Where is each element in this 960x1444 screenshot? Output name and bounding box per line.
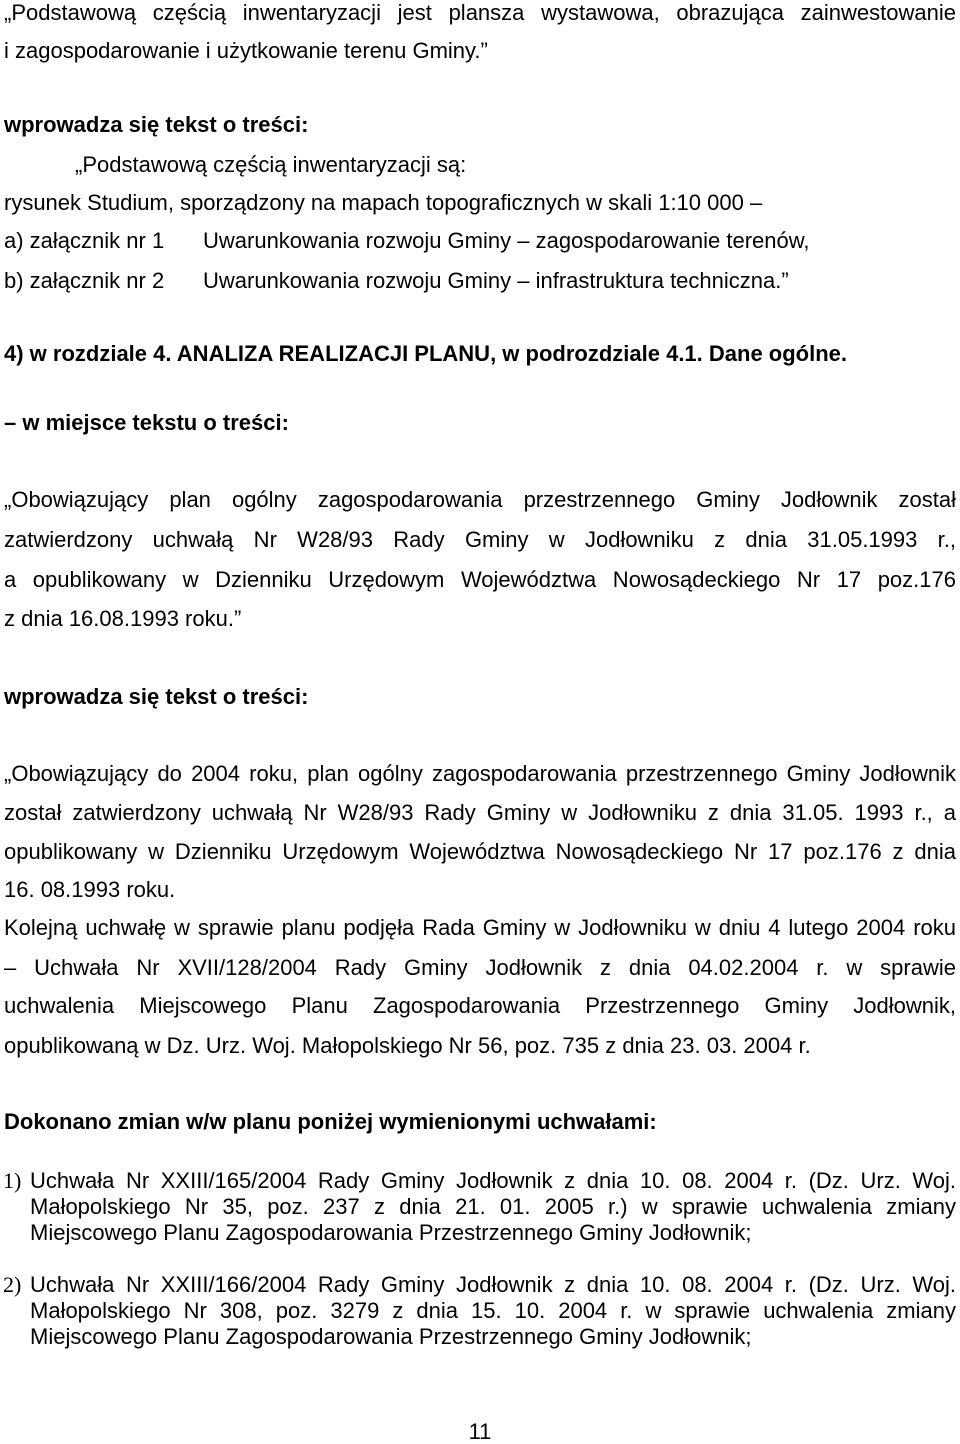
replace-heading: – w miejsce tekstu o treści:: [4, 410, 289, 435]
list-item-line: Uchwała Nr XXIII/166/2004 Rady Gminy Jodłownik z dnia 10. 08. 2004 r. (Dz. Urz. Woj.: [30, 1272, 956, 1297]
paragraph-line: zatwierdzony uchwałą Nr W28/93 Rady Gminy w Jodłowniku z dnia 31.05.1993 r.,: [4, 527, 956, 552]
annex-row: [4, 268, 956, 294]
paragraph-line: uchwalenia Miejscowego Planu Zagospodarowania Przestrzennego Gminy Jodłownik,: [4, 993, 956, 1018]
list-item-line: Uchwała Nr XXIII/165/2004 Rady Gminy Jodłownik z dnia 10. 08. 2004 r. (Dz. Urz. Woj.: [30, 1168, 956, 1193]
paragraph-line: „Obowiązujący do 2004 roku, plan ogólny zagospodarowania przestrzennego Gminy Jodłownik: [4, 761, 956, 786]
annex-title: Uwarunkowania rozwoju Gminy – zagospodarowanie terenów,: [203, 228, 810, 253]
paragraph-line: Kolejną uchwałę w sprawie planu podjęła Rada Gminy w Jodłowniku w dniu 4 lutego 2004 roku: [4, 915, 956, 940]
paragraph-line: opublikowany w Dzienniku Urzędowym Województwa Nowosądeckiego Nr 17 poz.176 z dnia: [4, 839, 956, 864]
intro-line: „Podstawową częścią inwentaryzacji jest plansza wystawowa, obrazująca zainwestowanie: [4, 0, 956, 25]
paragraph-line: „Obowiązujący plan ogólny zagospodarowania przestrzennego Gminy Jodłownik został: [4, 487, 956, 512]
paragraph-line: został zatwierdzony uchwałą Nr W28/93 Rady Gminy w Jodłowniku z dnia 31.05. 1993 r., a: [4, 800, 956, 825]
paragraph-line: opublikowaną w Dz. Urz. Woj. Małopolskiego Nr 56, poz. 735 z dnia 23. 03. 2004 r.: [4, 1033, 811, 1058]
paragraph-line: 16. 08.1993 roku.: [4, 877, 176, 902]
annex-title: Uwarunkowania rozwoju Gminy – infrastruktura techniczna.”: [203, 268, 789, 293]
list-item-number: 2): [3, 1272, 22, 1297]
list-item-line: Małopolskiego Nr 308, poz. 3279 z dnia 15. 10. 2004 r. w sprawie uchwalenia zmiany: [30, 1298, 956, 1323]
section-heading: wprowadza się tekst o treści:: [4, 112, 309, 137]
list-item-line: Miejscowego Planu Zagospodarowania Przestrzennego Gminy Jodłownik;: [30, 1220, 752, 1245]
intro-line: i zagospodarowanie i użytkowanie terenu Gminy.”: [4, 38, 488, 63]
paragraph-line: z dnia 16.08.1993 roku.”: [4, 606, 242, 631]
paragraph-line: a opublikowany w Dzienniku Urzędowym Województwa Nowosądeckiego Nr 17 poz.176: [4, 567, 956, 592]
page-number: 11: [468, 1419, 492, 1444]
annex-row: [4, 228, 956, 254]
section-heading: wprowadza się tekst o treści:: [4, 684, 309, 709]
point-4-heading: 4) w rozdziale 4. ANALIZA REALIZACJI PLANU, w podrozdziale 4.1. Dane ogólne.: [4, 341, 848, 366]
annex-label: a) załącznik nr 1: [4, 228, 165, 253]
study-drawing-line: rysunek Studium, sporządzony na mapach topograficznych w skali 1:10 000 –: [4, 190, 763, 215]
paragraph-line: – Uchwała Nr XVII/128/2004 Rady Gminy Jodłownik z dnia 04.02.2004 r. w sprawie: [4, 955, 956, 980]
list-item-number: 1): [3, 1168, 22, 1193]
list-item-line: Małopolskiego Nr 35, poz. 237 z dnia 21. 01. 2005 r.) w sprawie uchwalenia zmiany: [30, 1194, 956, 1219]
changes-heading: Dokonano zmian w/w planu poniżej wymienionymi uchwałami:: [4, 1109, 657, 1134]
annex-label: b) załącznik nr 2: [4, 268, 165, 293]
quoted-text-opening: „Podstawową częścią inwentaryzacji są:: [75, 152, 467, 177]
list-item-line: Miejscowego Planu Zagospodarowania Przestrzennego Gminy Jodłownik;: [30, 1324, 752, 1349]
